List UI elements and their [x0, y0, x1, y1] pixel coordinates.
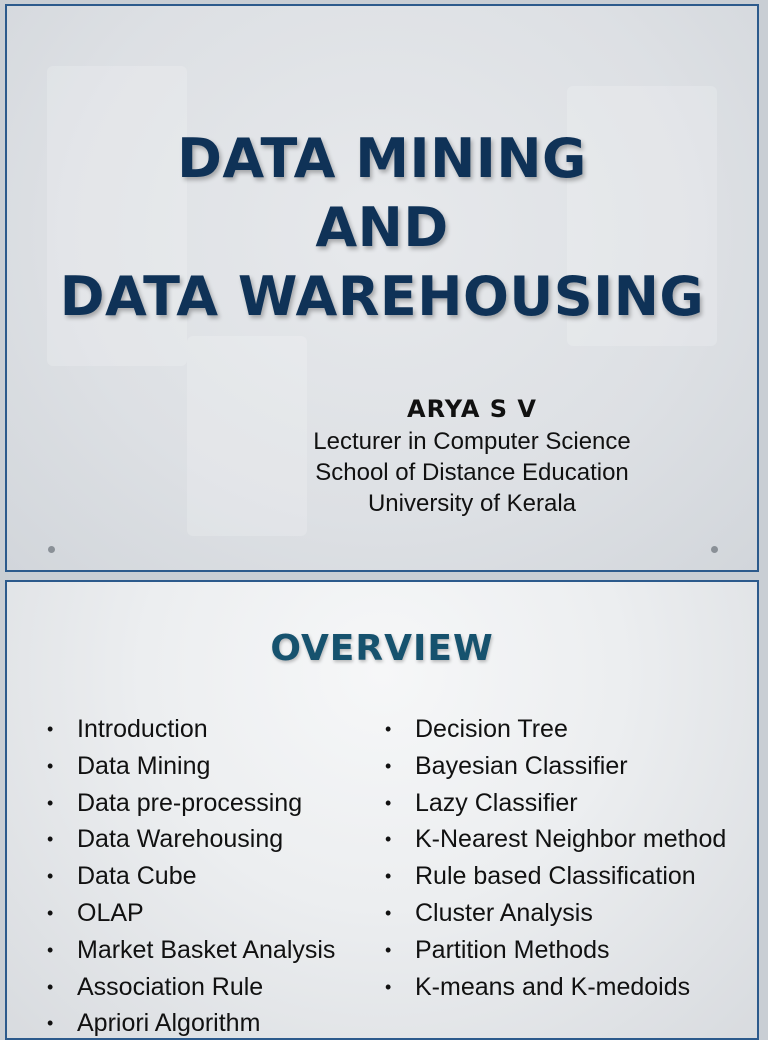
- list-item: • K-Nearest Neighbor method: [383, 824, 743, 854]
- list-item: • Data pre-processing: [45, 788, 375, 818]
- overview-list-left: [45, 714, 375, 1040]
- title-slide: [5, 4, 759, 572]
- list-item: • Partition Methods: [383, 935, 743, 965]
- list-item: • Apriori Algorithm: [45, 1008, 375, 1038]
- presentation-title: [7, 124, 757, 331]
- background-decoration: [187, 336, 307, 536]
- title-line: AND: [315, 196, 449, 259]
- list-item: • Cluster Analysis: [383, 898, 743, 928]
- list-item: • Decision Tree: [383, 714, 743, 744]
- author-name: ARYA S V: [407, 395, 537, 423]
- list-item: • Market Basket Analysis: [45, 935, 375, 965]
- overview-list-right: [383, 714, 743, 1008]
- slide-dot-icon: [711, 546, 718, 553]
- list-item: • Data Cube: [45, 861, 375, 891]
- overview-title: OVERVIEW: [270, 628, 494, 669]
- title-line: DATA MINING: [177, 127, 587, 190]
- slide-dot-icon: [48, 546, 55, 553]
- author-school: School of Distance Education: [315, 459, 629, 486]
- author-university: University of Kerala: [367, 490, 577, 517]
- overview-slide: [5, 580, 759, 1040]
- author-role: Lecturer in Computer Science: [313, 428, 631, 455]
- list-item: • Lazy Classifier: [383, 788, 743, 818]
- list-item: • Introduction: [45, 714, 375, 744]
- list-item: • Data Mining: [45, 751, 375, 781]
- author-block: [297, 392, 647, 519]
- list-item: • Rule based Classification: [383, 861, 743, 891]
- list-item: • K-means and K-medoids: [383, 972, 743, 1002]
- list-item: • Data Warehousing: [45, 824, 375, 854]
- list-item: • Bayesian Classifier: [383, 751, 743, 781]
- title-line: DATA WAREHOUSING: [59, 265, 705, 328]
- list-item: • OLAP: [45, 898, 375, 928]
- list-item: • Association Rule: [45, 972, 375, 1002]
